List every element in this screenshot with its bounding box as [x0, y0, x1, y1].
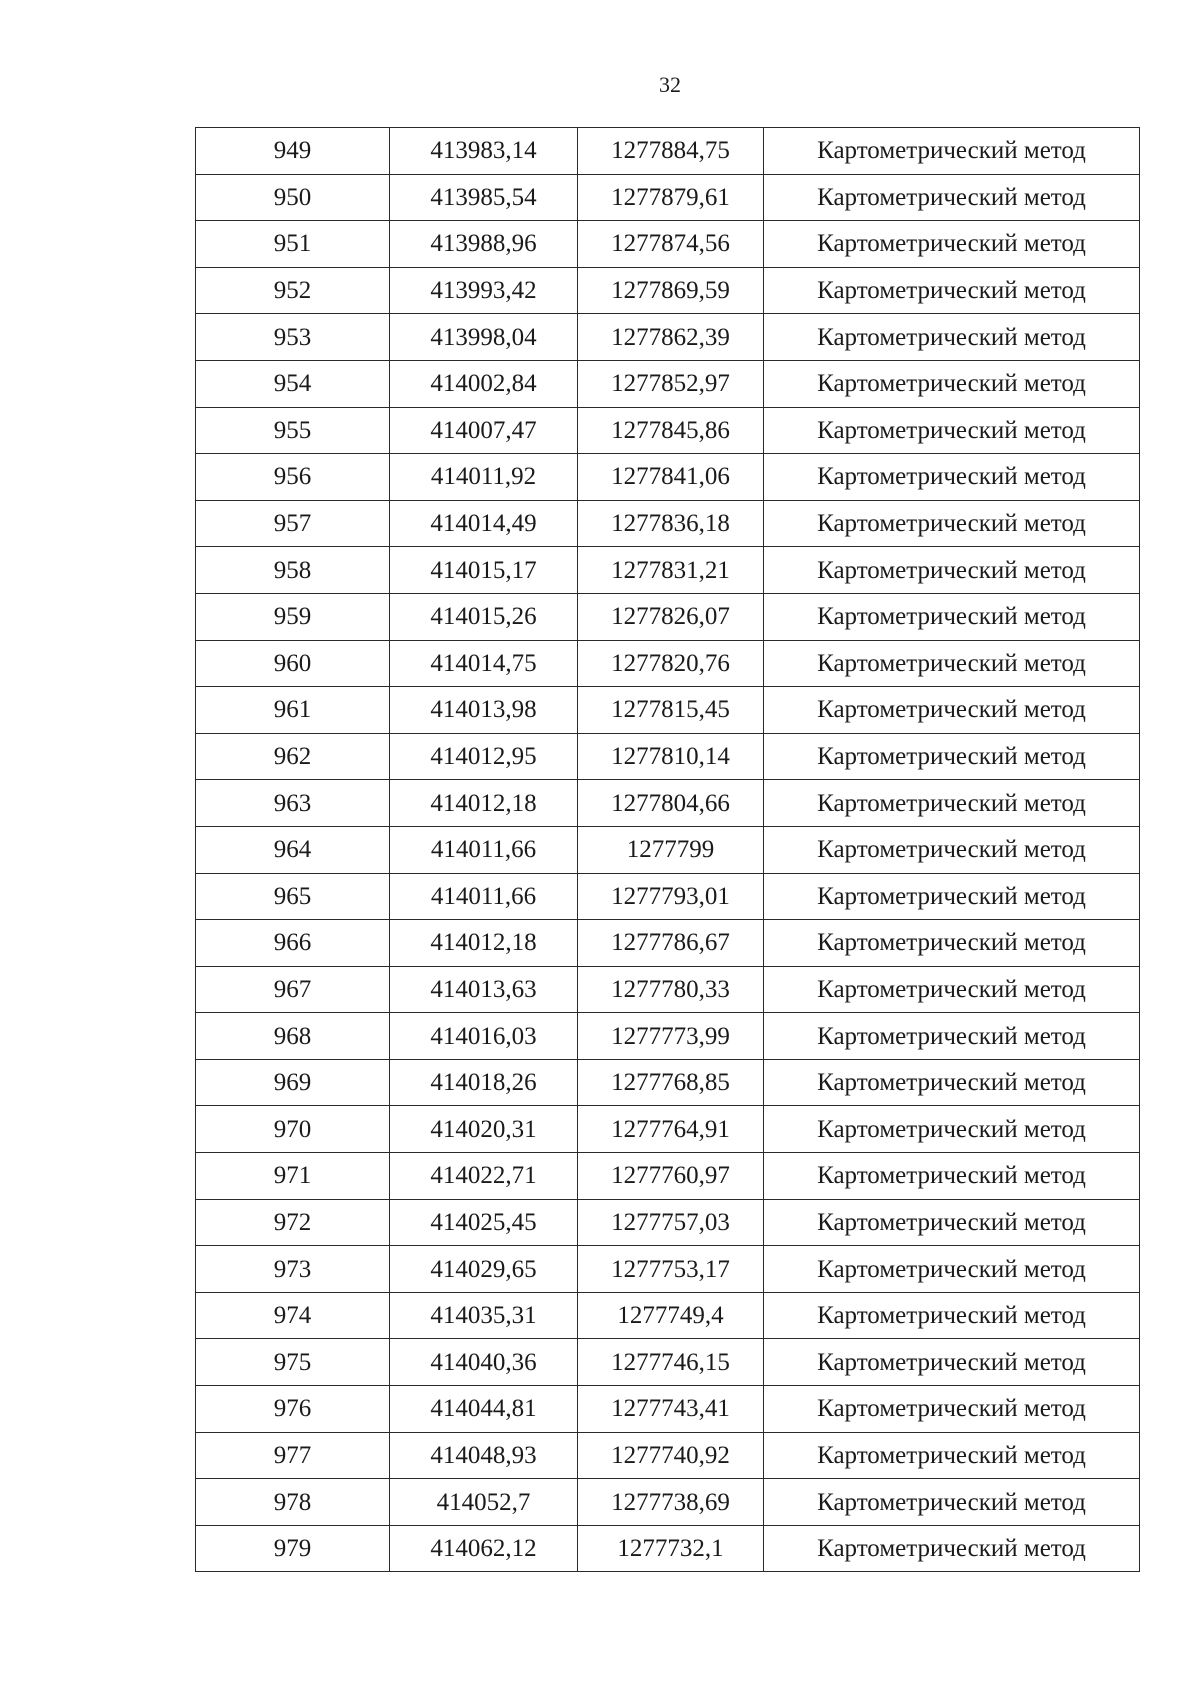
method-cell: Картометрический метод — [764, 1479, 1140, 1526]
table-row — [196, 1153, 1140, 1200]
y-coordinate-cell: 1277764,91 — [578, 1106, 764, 1153]
point-number-cell: 954 — [196, 360, 390, 407]
y-coordinate-cell: 1277826,07 — [578, 593, 764, 640]
method-cell: Картометрический метод — [764, 500, 1140, 547]
table-row — [196, 1525, 1140, 1572]
table-row — [196, 733, 1140, 780]
y-coordinate-cell: 1277841,06 — [578, 454, 764, 501]
method-cell: Картометрический метод — [764, 1013, 1140, 1060]
y-coordinate-cell: 1277757,03 — [578, 1199, 764, 1246]
method-cell: Картометрический метод — [764, 1339, 1140, 1386]
point-number-cell: 965 — [196, 873, 390, 920]
x-coordinate-cell: 413983,14 — [390, 128, 578, 175]
point-number-cell: 970 — [196, 1106, 390, 1153]
y-coordinate-cell: 1277799 — [578, 826, 764, 873]
y-coordinate-cell: 1277836,18 — [578, 500, 764, 547]
y-coordinate-cell: 1277810,14 — [578, 733, 764, 780]
point-number-cell: 979 — [196, 1525, 390, 1572]
point-number-cell: 964 — [196, 826, 390, 873]
x-coordinate-cell: 414012,18 — [390, 780, 578, 827]
table-row — [196, 1059, 1140, 1106]
method-cell: Картометрический метод — [764, 1199, 1140, 1246]
table-row — [196, 826, 1140, 873]
x-coordinate-cell: 414011,66 — [390, 826, 578, 873]
method-cell: Картометрический метод — [764, 1432, 1140, 1479]
point-number-cell: 957 — [196, 500, 390, 547]
table-row — [196, 920, 1140, 967]
x-coordinate-cell: 414002,84 — [390, 360, 578, 407]
method-cell: Картометрический метод — [764, 593, 1140, 640]
x-coordinate-cell: 414035,31 — [390, 1292, 578, 1339]
method-cell: Картометрический метод — [764, 1106, 1140, 1153]
x-coordinate-cell: 414020,31 — [390, 1106, 578, 1153]
page-number: 32 — [659, 72, 681, 97]
table-row — [196, 1013, 1140, 1060]
method-cell: Картометрический метод — [764, 267, 1140, 314]
x-coordinate-cell: 414013,63 — [390, 966, 578, 1013]
y-coordinate-cell: 1277732,1 — [578, 1525, 764, 1572]
x-coordinate-cell: 414022,71 — [390, 1153, 578, 1200]
table-row — [196, 687, 1140, 734]
method-cell: Картометрический метод — [764, 547, 1140, 594]
coordinates-table-body — [196, 128, 1140, 1572]
point-number-cell: 978 — [196, 1479, 390, 1526]
table-row — [196, 780, 1140, 827]
x-coordinate-cell: 414044,81 — [390, 1386, 578, 1433]
point-number-cell: 969 — [196, 1059, 390, 1106]
table-row — [196, 1479, 1140, 1526]
x-coordinate-cell: 414013,98 — [390, 687, 578, 734]
x-coordinate-cell: 414015,26 — [390, 593, 578, 640]
y-coordinate-cell: 1277804,66 — [578, 780, 764, 827]
table-row — [196, 174, 1140, 221]
x-coordinate-cell: 414014,75 — [390, 640, 578, 687]
y-coordinate-cell: 1277874,56 — [578, 221, 764, 268]
x-coordinate-cell: 414029,65 — [390, 1246, 578, 1293]
method-cell: Картометрический метод — [764, 407, 1140, 454]
x-coordinate-cell: 414016,03 — [390, 1013, 578, 1060]
method-cell: Картометрический метод — [764, 733, 1140, 780]
table-row — [196, 1339, 1140, 1386]
y-coordinate-cell: 1277845,86 — [578, 407, 764, 454]
point-number-cell: 951 — [196, 221, 390, 268]
table-row — [196, 966, 1140, 1013]
method-cell: Картометрический метод — [764, 826, 1140, 873]
method-cell: Картометрический метод — [764, 687, 1140, 734]
point-number-cell: 959 — [196, 593, 390, 640]
method-cell: Картометрический метод — [764, 1525, 1140, 1572]
table-row — [196, 1432, 1140, 1479]
table-row — [196, 128, 1140, 175]
y-coordinate-cell: 1277738,69 — [578, 1479, 764, 1526]
method-cell: Картометрический метод — [764, 1153, 1140, 1200]
x-coordinate-cell: 414052,7 — [390, 1479, 578, 1526]
y-coordinate-cell: 1277749,4 — [578, 1292, 764, 1339]
point-number-cell: 950 — [196, 174, 390, 221]
x-coordinate-cell: 414018,26 — [390, 1059, 578, 1106]
y-coordinate-cell: 1277743,41 — [578, 1386, 764, 1433]
point-number-cell: 952 — [196, 267, 390, 314]
table-row — [196, 1292, 1140, 1339]
method-cell: Картометрический метод — [764, 640, 1140, 687]
point-number-cell: 973 — [196, 1246, 390, 1293]
table-row — [196, 454, 1140, 501]
method-cell: Картометрический метод — [764, 174, 1140, 221]
point-number-cell: 968 — [196, 1013, 390, 1060]
point-number-cell: 974 — [196, 1292, 390, 1339]
y-coordinate-cell: 1277740,92 — [578, 1432, 764, 1479]
x-coordinate-cell: 414012,18 — [390, 920, 578, 967]
method-cell: Картометрический метод — [764, 221, 1140, 268]
x-coordinate-cell: 414040,36 — [390, 1339, 578, 1386]
method-cell: Картометрический метод — [764, 1386, 1140, 1433]
x-coordinate-cell: 413998,04 — [390, 314, 578, 361]
y-coordinate-cell: 1277786,67 — [578, 920, 764, 967]
y-coordinate-cell: 1277760,97 — [578, 1153, 764, 1200]
method-cell: Картометрический метод — [764, 780, 1140, 827]
method-cell: Картометрический метод — [764, 454, 1140, 501]
page-number-container — [0, 72, 1200, 98]
table-row — [196, 1246, 1140, 1293]
table-row — [196, 360, 1140, 407]
point-number-cell: 949 — [196, 128, 390, 175]
table-row — [196, 640, 1140, 687]
table-row — [196, 547, 1140, 594]
table-row — [196, 593, 1140, 640]
y-coordinate-cell: 1277862,39 — [578, 314, 764, 361]
x-coordinate-cell: 413988,96 — [390, 221, 578, 268]
method-cell: Картометрический метод — [764, 1292, 1140, 1339]
point-number-cell: 977 — [196, 1432, 390, 1479]
x-coordinate-cell: 414012,95 — [390, 733, 578, 780]
point-number-cell: 955 — [196, 407, 390, 454]
point-number-cell: 976 — [196, 1386, 390, 1433]
y-coordinate-cell: 1277831,21 — [578, 547, 764, 594]
x-coordinate-cell: 414025,45 — [390, 1199, 578, 1246]
x-coordinate-cell: 414015,17 — [390, 547, 578, 594]
table-row — [196, 407, 1140, 454]
method-cell: Картометрический метод — [764, 920, 1140, 967]
x-coordinate-cell: 414062,12 — [390, 1525, 578, 1572]
point-number-cell: 953 — [196, 314, 390, 361]
coordinates-table — [195, 127, 1140, 1572]
point-number-cell: 967 — [196, 966, 390, 1013]
y-coordinate-cell: 1277820,76 — [578, 640, 764, 687]
table-row — [196, 1106, 1140, 1153]
point-number-cell: 962 — [196, 733, 390, 780]
table-row — [196, 873, 1140, 920]
y-coordinate-cell: 1277768,85 — [578, 1059, 764, 1106]
table-row — [196, 314, 1140, 361]
table-row — [196, 1386, 1140, 1433]
method-cell: Картометрический метод — [764, 873, 1140, 920]
y-coordinate-cell: 1277884,75 — [578, 128, 764, 175]
table-row — [196, 221, 1140, 268]
y-coordinate-cell: 1277852,97 — [578, 360, 764, 407]
y-coordinate-cell: 1277753,17 — [578, 1246, 764, 1293]
method-cell: Картометрический метод — [764, 360, 1140, 407]
table-row — [196, 1199, 1140, 1246]
table-row — [196, 500, 1140, 547]
method-cell: Картометрический метод — [764, 128, 1140, 175]
x-coordinate-cell: 414011,92 — [390, 454, 578, 501]
y-coordinate-cell: 1277879,61 — [578, 174, 764, 221]
point-number-cell: 961 — [196, 687, 390, 734]
y-coordinate-cell: 1277780,33 — [578, 966, 764, 1013]
y-coordinate-cell: 1277815,45 — [578, 687, 764, 734]
method-cell: Картометрический метод — [764, 966, 1140, 1013]
point-number-cell: 972 — [196, 1199, 390, 1246]
point-number-cell: 963 — [196, 780, 390, 827]
x-coordinate-cell: 414007,47 — [390, 407, 578, 454]
x-coordinate-cell: 413985,54 — [390, 174, 578, 221]
x-coordinate-cell: 414048,93 — [390, 1432, 578, 1479]
point-number-cell: 960 — [196, 640, 390, 687]
y-coordinate-cell: 1277793,01 — [578, 873, 764, 920]
table-row — [196, 267, 1140, 314]
point-number-cell: 958 — [196, 547, 390, 594]
method-cell: Картометрический метод — [764, 314, 1140, 361]
y-coordinate-cell: 1277869,59 — [578, 267, 764, 314]
method-cell: Картометрический метод — [764, 1246, 1140, 1293]
y-coordinate-cell: 1277773,99 — [578, 1013, 764, 1060]
y-coordinate-cell: 1277746,15 — [578, 1339, 764, 1386]
point-number-cell: 956 — [196, 454, 390, 501]
x-coordinate-cell: 413993,42 — [390, 267, 578, 314]
method-cell: Картометрический метод — [764, 1059, 1140, 1106]
x-coordinate-cell: 414014,49 — [390, 500, 578, 547]
point-number-cell: 971 — [196, 1153, 390, 1200]
point-number-cell: 975 — [196, 1339, 390, 1386]
point-number-cell: 966 — [196, 920, 390, 967]
x-coordinate-cell: 414011,66 — [390, 873, 578, 920]
